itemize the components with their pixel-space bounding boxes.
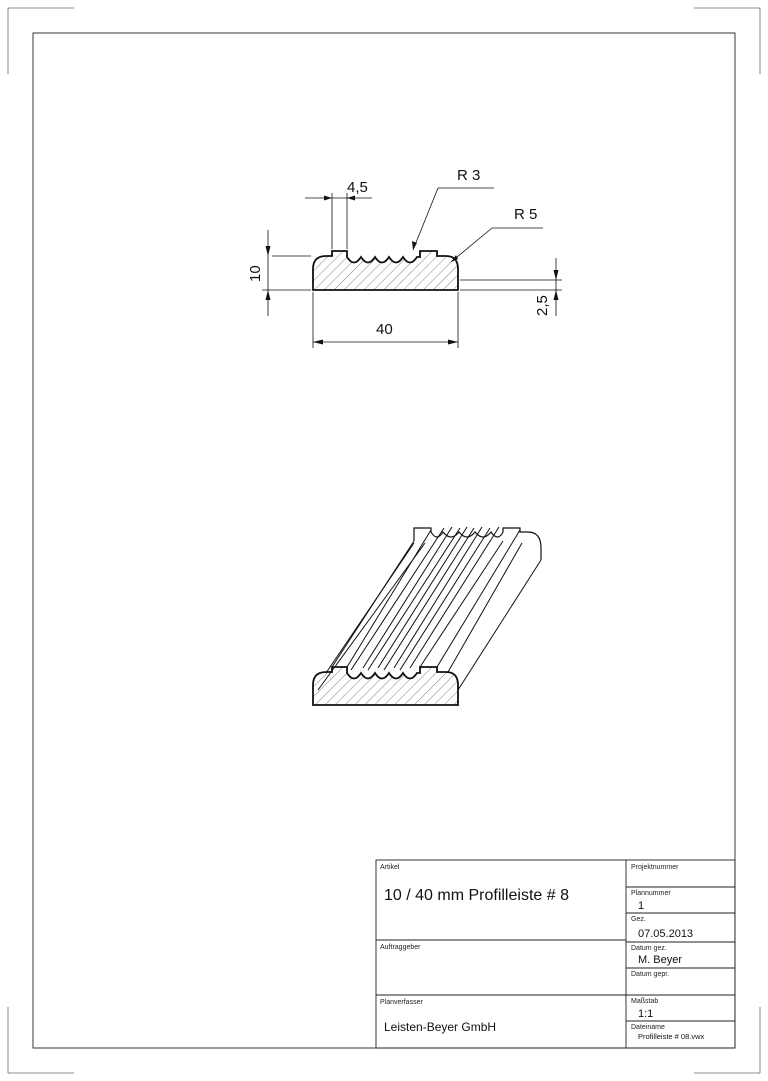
massstab-label: Maßstab (631, 998, 659, 1005)
title-block (376, 860, 735, 1048)
groove-width-label: 4,5 (347, 179, 368, 196)
profile-section-view (313, 251, 458, 290)
profile-isometric-view (313, 527, 541, 705)
artikel-label: Artikel (380, 864, 400, 871)
dateiname-label: Dateiname (631, 1024, 665, 1031)
width-label: 40 (376, 321, 393, 338)
plannummer-value: 1 (638, 900, 645, 912)
dateiname-value: Profilleiste # 08.vwx (638, 1032, 705, 1041)
gez-value: 07.05.2013 (638, 928, 694, 940)
isometric-front-section (313, 667, 458, 705)
massstab-value: 1:1 (638, 1008, 654, 1020)
profile-section-outline (313, 251, 458, 290)
planverfasser-label: Planverfasser (380, 999, 423, 1006)
plannummer-label: Plannummer (631, 890, 671, 897)
datum-gez-label: Datum gez. (631, 945, 667, 952)
edge-height-label: 2,5 (534, 295, 551, 316)
auftraggeber-label: Auftraggeber (380, 944, 421, 951)
isometric-length-lines (318, 527, 541, 690)
groove-radius-label: R 3 (457, 167, 481, 184)
artikel-value: 10 / 40 mm Profilleiste # 8 (384, 887, 569, 904)
edge-radius-label: R 5 (514, 206, 538, 223)
height-label: 10 (247, 265, 264, 282)
projektnummer-label: Projektnummer (631, 864, 679, 871)
datum-gez-value: M. Beyer (638, 954, 683, 966)
planverfasser-value: Leisten-Beyer GmbH (384, 1020, 497, 1034)
datum-gepr-label: Datum gepr. (631, 971, 670, 978)
gez-label: Gez. (631, 916, 646, 923)
